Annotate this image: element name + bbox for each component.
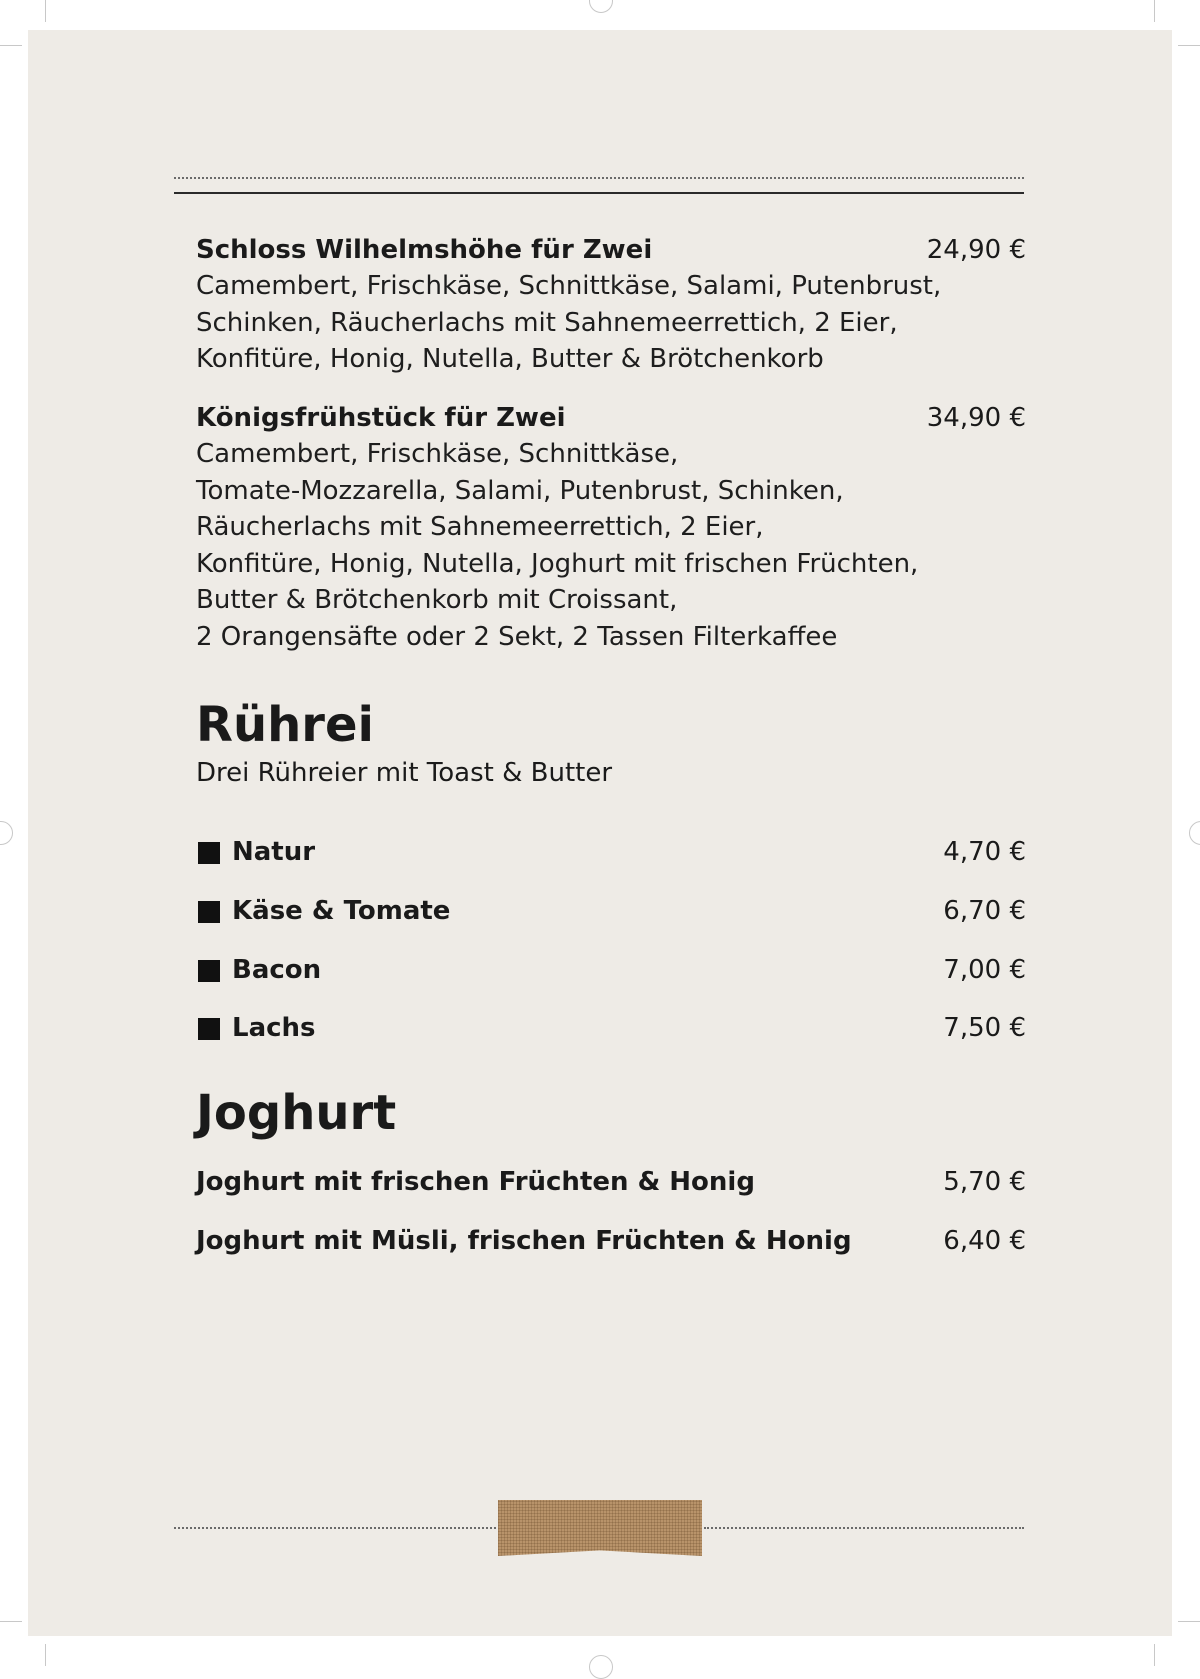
item-description-line: Tomate-Mozzarella, Salami, Putenbrust, Schinken, [196,475,844,506]
item-description-line: Konfitüre, Honig, Nutella, Joghurt mit frischen Früchten, [196,548,919,579]
crop-mark [0,1621,22,1622]
menu-page [28,30,1172,1636]
option-label: Natur [232,837,316,867]
top-dotted-rule [174,177,1024,179]
item-title: Königsfrühstück für Zwei [196,403,566,433]
item-title: Joghurt mit frischen Früchten & Honig [196,1167,755,1197]
option-price: 7,50 € [943,1013,1026,1043]
registration-mark [589,1655,613,1679]
crop-mark [1154,0,1155,22]
top-solid-rule [174,192,1024,194]
item-description-line: Butter & Brötchenkorb mit Croissant, [196,585,678,615]
item-description-line: Konfitüre, Honig, Nutella, Butter & Brötchenkorb [196,344,824,374]
square-bullet-icon [198,842,220,864]
square-bullet-icon [198,1018,220,1040]
item-title: Joghurt mit Müsli, frischen Früchten & Honig [196,1226,852,1256]
menu-item-row [196,1164,1026,1200]
crop-mark [1154,1644,1155,1666]
item-title: Schloss Wilhelmshöhe für Zwei [196,235,653,265]
square-bullet-icon [198,901,220,923]
item-description-line: Camembert, Frischkäse, Schnittkäse, [196,439,679,469]
option-price: 7,00 € [943,955,1026,985]
item-price: 34,90 € [926,403,1026,433]
section-title-joghurt: Joghurt [196,1085,397,1141]
registration-mark [1189,821,1200,845]
menu-item-koenigsfruehstueck [196,400,1026,655]
registration-mark [0,821,13,845]
option-price: 4,70 € [943,837,1026,867]
option-row [196,1010,1026,1046]
option-label: Käse & Tomate [232,896,451,926]
section-title-ruehrei: Rührei [196,697,374,753]
option-row [196,893,1026,929]
item-description-line: Schinken, Räucherlachs mit Sahnemeerrettich, 2 Eier, [196,307,898,338]
crop-mark [1178,1621,1200,1622]
option-label: Lachs [232,1013,316,1043]
bottom-dotted-rule-left [174,1527,496,1529]
crop-mark [45,1644,46,1666]
crop-mark [0,45,22,46]
crop-mark [45,0,46,22]
option-row [196,952,1026,988]
option-row [196,834,1026,870]
burlap-ribbon-ornament [498,1500,702,1556]
item-description-line: 2 Orangensäfte oder 2 Sekt, 2 Tassen Filterkaffee [196,621,838,652]
bottom-dotted-rule-right [704,1527,1024,1529]
item-description-line: Räucherlachs mit Sahnemeerrettich, 2 Eier, [196,512,764,542]
menu-item-schloss-wilhelmshoehe [196,232,1026,378]
item-description-line: Camembert, Frischkäse, Schnittkäse, Salami, Putenbrust, [196,271,942,301]
menu-item-row [196,1223,1026,1259]
option-label: Bacon [232,955,322,985]
section-subtitle: Drei Rühreier mit Toast & Butter [196,758,613,788]
square-bullet-icon [198,960,220,982]
crop-mark [1178,45,1200,46]
item-price: 6,40 € [943,1226,1026,1256]
registration-mark [589,0,613,13]
option-price: 6,70 € [943,896,1026,926]
item-price: 24,90 € [926,235,1026,265]
item-price: 5,70 € [943,1167,1026,1197]
